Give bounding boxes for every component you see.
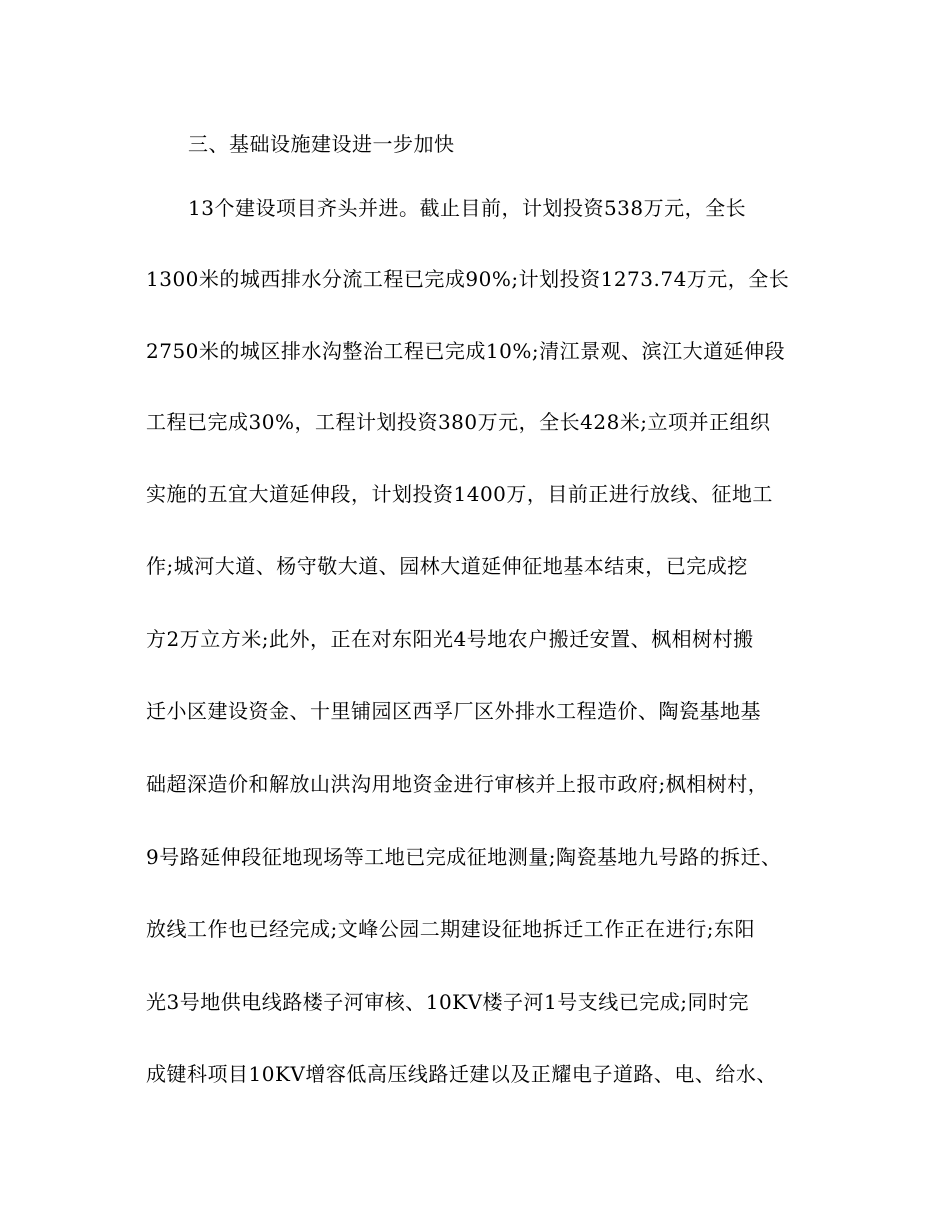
paragraph-line: 成键科项目10KV增容低高压线路迁建以及正耀电子道路、电、给水、 [146,1062,777,1086]
paragraph-line: 方2万立方米;此外，正在对东阳光4号地农户搬迁安置、枫相树村搬 [146,627,754,651]
paragraph-line: 光3号地供电线路楼子河审核、10KV楼子河1号支线已完成;同时完 [146,990,750,1014]
paragraph-line: 础超深造价和解放山洪沟用地资金进行审核并上报市政府;枫相树村， [146,772,769,796]
section-heading: 三、基础设施建设进一步加快 [188,132,455,156]
paragraph-line: 1300米的城西排水分流工程已完成90%;计划投资1273.74万元，全长 [146,267,790,291]
paragraph-line: 9号路延伸段征地现场等工地已完成征地测量;陶瓷基地九号路的拆迁、 [146,845,782,869]
paragraph-line: 工程已完成30%，工程计划投资380万元，全长428米;立项并正组织 [146,410,771,434]
paragraph-line: 实施的五宜大道延伸段，计划投资1400万，目前正进行放线、征地工 [146,482,773,506]
paragraph-line: 13个建设项目齐头并进。截止目前，计划投资538万元，全长 [188,196,747,220]
paragraph-line: 放线工作也已经完成;文峰公园二期建设征地拆迁工作正在进行;东阳 [146,917,755,941]
paragraph-line: 作;城河大道、杨守敬大道、园林大道延伸征地基本结束，已完成挖 [146,554,748,578]
paragraph-line: 迁小区建设资金、十里铺园区西孚厂区外排水工程造价、陶瓷基地基 [146,699,761,723]
paragraph-line: 2750米的城区排水沟整治工程已完成10%;清江景观、滨江大道延伸段 [146,339,786,363]
